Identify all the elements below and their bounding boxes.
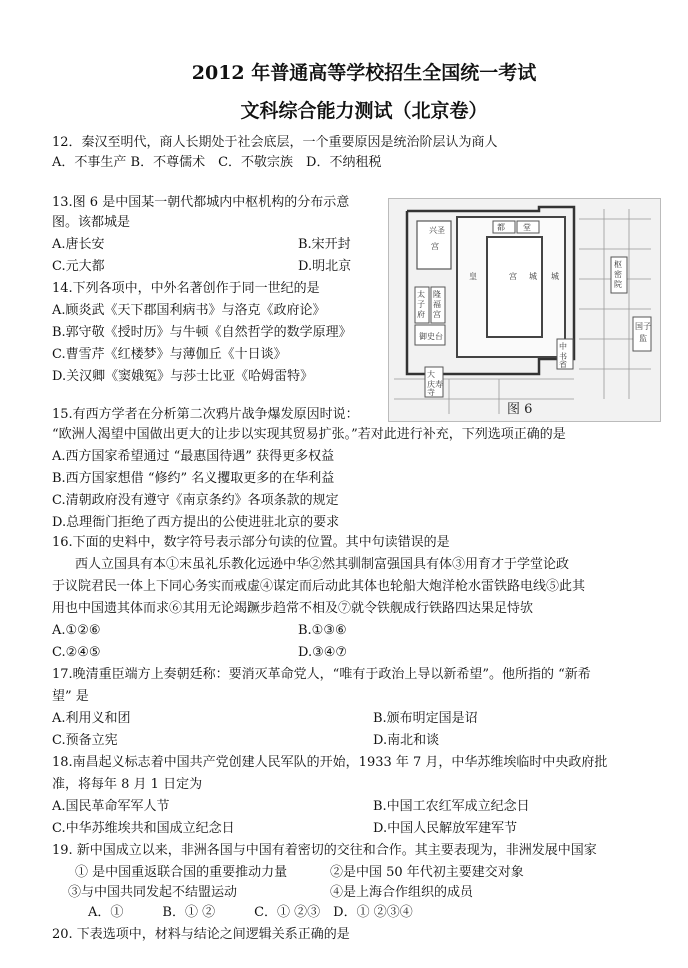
map-label: 御 [419, 332, 427, 341]
q14-stem: 14.下列各项中，中外名著创作于同一世纪的是 [52, 281, 320, 296]
q16-option-a: A.①②⑥ [52, 623, 101, 638]
map-label: 圣 [437, 226, 445, 235]
q14-option-d: D.关汉卿《窦娥冤》与莎士比亚《哈姆雷特》 [52, 369, 314, 384]
q17-option-d: D.南北和谈 [373, 733, 440, 748]
q19-item-1: ① 是中国重返联合国的重要推动力量 [75, 865, 288, 880]
q17-option-c: C.预备立宪 [52, 733, 118, 748]
q16-passage-line: 用也中国遗其体而求⑥其用无论竭蹶步趋常不相及⑦就令铁舰成行铁路四达果足恃欤 [52, 601, 534, 616]
map-label: 寿 [435, 380, 443, 389]
map-label: 史 [427, 332, 435, 341]
map-label: 台 [435, 332, 443, 341]
q16-passage-line: 于议院君民一体上下同心务实而戒虚④谋定而后动此其体也轮船大炮洋枪水雷铁路电线⑤此其 [52, 579, 586, 594]
q14-option-a: A.顾炎武《天下郡国利病书》与洛克《政府论》 [52, 303, 326, 318]
map-label: 中 [559, 342, 567, 351]
q16-passage-line: 西人立国具有本①末虽礼乐教化远逊中华②然其驯制富强国具有体③用育才于学堂论政 [75, 557, 570, 572]
map-label: 子 [643, 322, 651, 331]
q16-option-b: B.①③⑥ [298, 623, 347, 638]
exam-title: 2012 年普通高等学校招生全国统一考试 [191, 62, 537, 84]
q20-stem: 20. 下表选项中，材料与结论之间逻辑关系正确的是 [52, 927, 350, 942]
map-label: 子 [417, 300, 425, 309]
map-label: 堂 [523, 223, 531, 232]
q18-option-b: B.中国工农红军成立纪念日 [373, 799, 530, 814]
map-label: 都 [497, 223, 505, 232]
q18-option-a: A.国民革命军军人节 [52, 799, 170, 814]
q17-stem-cont: 望” 是 [52, 689, 89, 704]
map-label: 院 [614, 280, 622, 289]
city-map-drawing [389, 199, 660, 421]
map-label: 皇 [469, 272, 477, 281]
exam-subtitle: 文科综合能力测试（北京卷） [240, 100, 488, 122]
q13-option-c: C.元大都 [52, 259, 105, 274]
q15-stem: 15.有西方学者在分析第二次鸦片战争爆发原因时说： [52, 407, 359, 422]
q14-option-b: B.郭守敬《授时历》与牛顿《自然哲学的数学原理》 [52, 325, 352, 340]
map-label: 庆 [427, 380, 435, 389]
q13-option-a: A.唐长安 [52, 237, 105, 252]
q13-stem: 13.图 6 是中国某一朝代都城内中枢机构的分布示意 [52, 195, 350, 210]
q16-stem: 16.下面的史料中，数字符号表示部分句读的位置。其中句读错误的是 [52, 535, 450, 550]
q13-option-b: B.宋开封 [298, 237, 351, 252]
map-label: 枢 [614, 260, 622, 269]
map-label: 福 [433, 300, 441, 309]
map-label: 省 [559, 360, 567, 369]
q18-option-d: D.中国人民解放军建军节 [373, 821, 518, 836]
map-label: 密 [614, 270, 622, 279]
q17-stem: 17.晚清重臣端方上奏朝廷称：要消灭革命党人，“唯有于政治上导以新希望”。他所指的 “新希 [52, 667, 591, 682]
map-label: 城 [551, 272, 559, 281]
q15-option-b: B.西方国家想借 “修约” 名义攫取更多的在华利益 [52, 471, 335, 486]
q19-item-2: ②是中国 50 年代初主要建交对象 [330, 865, 524, 880]
q17-option-b: B.颁布明定国是诏 [373, 711, 478, 726]
q13-option-d: D.明北京 [298, 259, 352, 274]
figure-6-city-map [388, 198, 661, 422]
q18-stem: 18.南昌起义标志着中国共产党创建人民军队的开始，1933 年 7 月，中华苏维埃临时中央政府批 [52, 755, 608, 770]
q16-option-d: D.③④⑦ [298, 645, 348, 660]
map-label: 宫 [433, 310, 441, 319]
q16-option-c: C.②④⑤ [52, 645, 101, 660]
map-label: 兴 [429, 226, 437, 235]
map-label: 监 [639, 334, 647, 343]
q18-option-c: C.中华苏维埃共和国成立纪念日 [52, 821, 235, 836]
q12-stem: 12．秦汉至明代，商人长期处于社会底层，一个重要原因是统治阶层认为商人 [52, 135, 498, 150]
q15-option-d: D.总理衙门拒绝了西方提出的公使进驻北京的要求 [52, 515, 340, 530]
q12-options: A．不事生产 B．不尊儒术 C．不敬宗族 D．不纳租税 [52, 155, 382, 170]
map-label: 宫 [431, 242, 439, 251]
map-label: 隆 [433, 290, 441, 299]
map-label: 国 [635, 322, 643, 331]
q13-stem-cont: 图。该都城是 [52, 215, 131, 230]
q19-item-4: ④是上海合作组织的成员 [330, 885, 474, 900]
map-label: 太 [417, 290, 425, 299]
q17-option-a: A.利用义和团 [52, 711, 131, 726]
q15-option-c: C.清朝政府没有遵守《南京条约》各项条款的规定 [52, 493, 339, 508]
q15-option-a: A.西方国家希望通过 “最惠国待遇” 获得更多权益 [52, 449, 335, 464]
q14-option-c: C.曹雪芹《红楼梦》与薄伽丘《十日谈》 [52, 347, 287, 362]
map-label: 寺 [427, 388, 435, 397]
q15-quote: “欧洲人渴望中国做出更大的让步以实现其贸易扩张。”若对此进行补充，下列选项正确的是 [52, 427, 566, 442]
map-label: 府 [417, 310, 425, 319]
q19-stem: 19. 新中国成立以来，非洲各国与中国有着密切的交往和合作。其主要表现为，非洲发展中国家 [52, 843, 597, 858]
map-label: 大 [427, 370, 435, 379]
figure-caption: 图 6 [507, 402, 533, 417]
q19-options: A．① B．① ② C．① ②③ D．① ②③④ [88, 905, 413, 920]
q19-item-3: ③与中国共同发起不结盟运动 [68, 885, 238, 900]
q18-stem-cont: 准，将每年 8 月 1 日定为 [52, 777, 203, 792]
map-label: 城 [529, 272, 537, 281]
map-label: 宫 [509, 272, 517, 281]
map-label: 书 [559, 352, 567, 361]
